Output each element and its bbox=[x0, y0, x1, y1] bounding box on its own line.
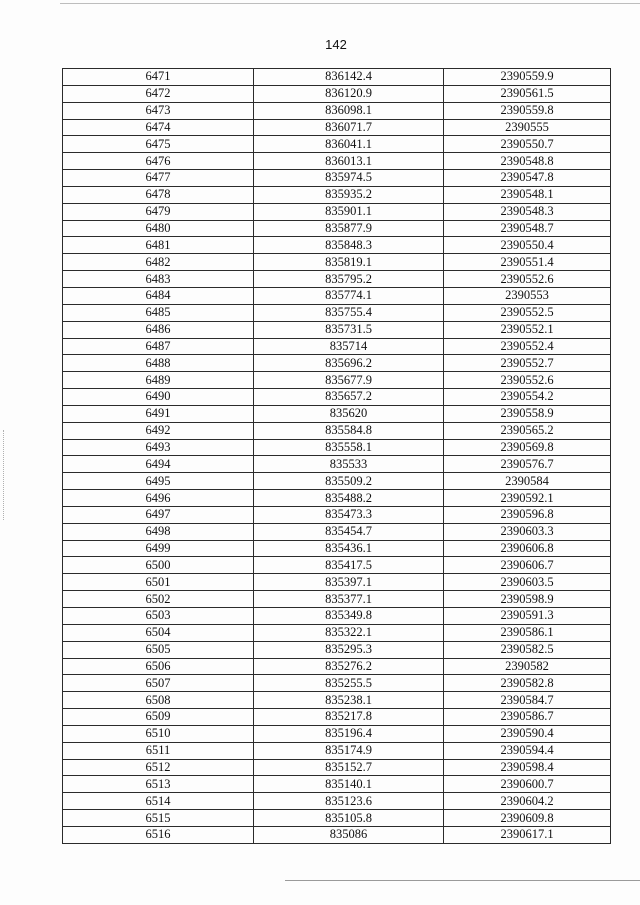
point-number-cell: 6474 bbox=[63, 119, 254, 136]
x-coordinate-cell: 835774.1 bbox=[254, 287, 444, 304]
y-coordinate-cell: 2390565.2 bbox=[444, 422, 611, 439]
y-coordinate-cell: 2390552.6 bbox=[444, 271, 611, 288]
x-coordinate-cell: 835901.1 bbox=[254, 203, 444, 220]
point-number-cell: 6490 bbox=[63, 389, 254, 406]
table-row bbox=[63, 254, 611, 271]
y-coordinate-cell: 2390551.4 bbox=[444, 254, 611, 271]
table-row bbox=[63, 473, 611, 490]
y-coordinate-cell: 2390547.8 bbox=[444, 170, 611, 187]
y-coordinate-cell: 2390569.8 bbox=[444, 439, 611, 456]
y-coordinate-cell: 2390552.6 bbox=[444, 372, 611, 389]
y-coordinate-cell: 2390554.2 bbox=[444, 389, 611, 406]
point-number-cell: 6482 bbox=[63, 254, 254, 271]
y-coordinate-cell: 2390559.9 bbox=[444, 69, 611, 86]
table-row bbox=[63, 186, 611, 203]
scan-edge-line-left bbox=[3, 430, 5, 520]
x-coordinate-cell: 836120.9 bbox=[254, 85, 444, 102]
x-coordinate-cell: 835848.3 bbox=[254, 237, 444, 254]
y-coordinate-cell: 2390594.4 bbox=[444, 742, 611, 759]
table-row bbox=[63, 338, 611, 355]
y-coordinate-cell: 2390592.1 bbox=[444, 490, 611, 507]
point-number-cell: 6485 bbox=[63, 304, 254, 321]
table-row bbox=[63, 826, 611, 843]
y-coordinate-cell: 2390548.1 bbox=[444, 186, 611, 203]
point-number-cell: 6480 bbox=[63, 220, 254, 237]
point-number-cell: 6483 bbox=[63, 271, 254, 288]
x-coordinate-cell: 835795.2 bbox=[254, 271, 444, 288]
table-row bbox=[63, 69, 611, 86]
point-number-cell: 6471 bbox=[63, 69, 254, 86]
table-row bbox=[63, 271, 611, 288]
point-number-cell: 6514 bbox=[63, 793, 254, 810]
y-coordinate-cell: 2390596.8 bbox=[444, 506, 611, 523]
x-coordinate-cell: 835276.2 bbox=[254, 658, 444, 675]
table-row bbox=[63, 540, 611, 557]
table-row bbox=[63, 776, 611, 793]
x-coordinate-cell: 835677.9 bbox=[254, 372, 444, 389]
table-row bbox=[63, 506, 611, 523]
table-row bbox=[63, 422, 611, 439]
table-row bbox=[63, 574, 611, 591]
y-coordinate-cell: 2390552.5 bbox=[444, 304, 611, 321]
table-row bbox=[63, 372, 611, 389]
x-coordinate-cell: 835123.6 bbox=[254, 793, 444, 810]
point-number-cell: 6477 bbox=[63, 170, 254, 187]
table-row bbox=[63, 709, 611, 726]
x-coordinate-cell: 835657.2 bbox=[254, 389, 444, 406]
table-row bbox=[63, 456, 611, 473]
point-number-cell: 6506 bbox=[63, 658, 254, 675]
y-coordinate-cell: 2390553 bbox=[444, 287, 611, 304]
x-coordinate-cell: 836013.1 bbox=[254, 153, 444, 170]
y-coordinate-cell: 2390604.2 bbox=[444, 793, 611, 810]
point-number-cell: 6493 bbox=[63, 439, 254, 456]
table-row bbox=[63, 793, 611, 810]
point-number-cell: 6481 bbox=[63, 237, 254, 254]
point-number-cell: 6487 bbox=[63, 338, 254, 355]
y-coordinate-cell: 2390548.3 bbox=[444, 203, 611, 220]
table-row bbox=[63, 591, 611, 608]
x-coordinate-cell: 835152.7 bbox=[254, 759, 444, 776]
point-number-cell: 6475 bbox=[63, 136, 254, 153]
y-coordinate-cell: 2390552.7 bbox=[444, 355, 611, 372]
x-coordinate-cell: 835349.8 bbox=[254, 608, 444, 625]
point-number-cell: 6505 bbox=[63, 641, 254, 658]
x-coordinate-cell: 835105.8 bbox=[254, 810, 444, 827]
x-coordinate-cell: 835377.1 bbox=[254, 591, 444, 608]
x-coordinate-cell: 835731.5 bbox=[254, 321, 444, 338]
table-row bbox=[63, 692, 611, 709]
x-coordinate-cell: 835935.2 bbox=[254, 186, 444, 203]
point-number-cell: 6511 bbox=[63, 742, 254, 759]
y-coordinate-cell: 2390548.7 bbox=[444, 220, 611, 237]
x-coordinate-cell: 835238.1 bbox=[254, 692, 444, 709]
table-row bbox=[63, 85, 611, 102]
table-row bbox=[63, 237, 611, 254]
scan-edge-line-top bbox=[60, 3, 640, 4]
y-coordinate-cell: 2390586.1 bbox=[444, 624, 611, 641]
table-row bbox=[63, 102, 611, 119]
x-coordinate-cell: 836041.1 bbox=[254, 136, 444, 153]
y-coordinate-cell: 2390561.5 bbox=[444, 85, 611, 102]
y-coordinate-cell: 2390586.7 bbox=[444, 709, 611, 726]
point-number-cell: 6515 bbox=[63, 810, 254, 827]
x-coordinate-cell: 836098.1 bbox=[254, 102, 444, 119]
y-coordinate-cell: 2390582.5 bbox=[444, 641, 611, 658]
y-coordinate-cell: 2390548.8 bbox=[444, 153, 611, 170]
x-coordinate-cell: 835417.5 bbox=[254, 557, 444, 574]
y-coordinate-cell: 2390582 bbox=[444, 658, 611, 675]
coordinates-table bbox=[62, 68, 611, 844]
table-row bbox=[63, 203, 611, 220]
point-number-cell: 6492 bbox=[63, 422, 254, 439]
point-number-cell: 6495 bbox=[63, 473, 254, 490]
y-coordinate-cell: 2390603.5 bbox=[444, 574, 611, 591]
page-number: 142 bbox=[325, 37, 347, 52]
x-coordinate-cell: 835086 bbox=[254, 826, 444, 843]
point-number-cell: 6488 bbox=[63, 355, 254, 372]
x-coordinate-cell: 835397.1 bbox=[254, 574, 444, 591]
x-coordinate-cell: 835295.3 bbox=[254, 641, 444, 658]
x-coordinate-cell: 835696.2 bbox=[254, 355, 444, 372]
point-number-cell: 6504 bbox=[63, 624, 254, 641]
y-coordinate-cell: 2390590.4 bbox=[444, 725, 611, 742]
y-coordinate-cell: 2390598.4 bbox=[444, 759, 611, 776]
table-row bbox=[63, 220, 611, 237]
x-coordinate-cell: 835819.1 bbox=[254, 254, 444, 271]
point-number-cell: 6502 bbox=[63, 591, 254, 608]
x-coordinate-cell: 835255.5 bbox=[254, 675, 444, 692]
x-coordinate-cell: 835436.1 bbox=[254, 540, 444, 557]
x-coordinate-cell: 835473.3 bbox=[254, 506, 444, 523]
y-coordinate-cell: 2390582.8 bbox=[444, 675, 611, 692]
table-row bbox=[63, 405, 611, 422]
table-row bbox=[63, 608, 611, 625]
point-number-cell: 6503 bbox=[63, 608, 254, 625]
table-row bbox=[63, 170, 611, 187]
y-coordinate-cell: 2390550.4 bbox=[444, 237, 611, 254]
y-coordinate-cell: 2390552.1 bbox=[444, 321, 611, 338]
y-coordinate-cell: 2390606.8 bbox=[444, 540, 611, 557]
table-row bbox=[63, 321, 611, 338]
table-row bbox=[63, 523, 611, 540]
x-coordinate-cell: 835584.8 bbox=[254, 422, 444, 439]
point-number-cell: 6494 bbox=[63, 456, 254, 473]
x-coordinate-cell: 835140.1 bbox=[254, 776, 444, 793]
table-row bbox=[63, 153, 611, 170]
x-coordinate-cell: 835877.9 bbox=[254, 220, 444, 237]
point-number-cell: 6473 bbox=[63, 102, 254, 119]
x-coordinate-cell: 835974.5 bbox=[254, 170, 444, 187]
x-coordinate-cell: 835217.8 bbox=[254, 709, 444, 726]
y-coordinate-cell: 2390558.9 bbox=[444, 405, 611, 422]
scan-edge-line-bottom bbox=[285, 880, 640, 881]
x-coordinate-cell: 836071.7 bbox=[254, 119, 444, 136]
point-number-cell: 6507 bbox=[63, 675, 254, 692]
x-coordinate-cell: 835454.7 bbox=[254, 523, 444, 540]
table-row bbox=[63, 304, 611, 321]
point-number-cell: 6513 bbox=[63, 776, 254, 793]
point-number-cell: 6476 bbox=[63, 153, 254, 170]
table-row bbox=[63, 759, 611, 776]
table-row bbox=[63, 490, 611, 507]
y-coordinate-cell: 2390584.7 bbox=[444, 692, 611, 709]
y-coordinate-cell: 2390559.8 bbox=[444, 102, 611, 119]
x-coordinate-cell: 836142.4 bbox=[254, 69, 444, 86]
table-row bbox=[63, 287, 611, 304]
y-coordinate-cell: 2390555 bbox=[444, 119, 611, 136]
x-coordinate-cell: 835509.2 bbox=[254, 473, 444, 490]
x-coordinate-cell: 835322.1 bbox=[254, 624, 444, 641]
point-number-cell: 6489 bbox=[63, 372, 254, 389]
table-row bbox=[63, 658, 611, 675]
table-row bbox=[63, 810, 611, 827]
point-number-cell: 6498 bbox=[63, 523, 254, 540]
point-number-cell: 6509 bbox=[63, 709, 254, 726]
table-row bbox=[63, 136, 611, 153]
x-coordinate-cell: 835533 bbox=[254, 456, 444, 473]
point-number-cell: 6484 bbox=[63, 287, 254, 304]
point-number-cell: 6479 bbox=[63, 203, 254, 220]
y-coordinate-cell: 2390609.8 bbox=[444, 810, 611, 827]
point-number-cell: 6516 bbox=[63, 826, 254, 843]
y-coordinate-cell: 2390598.9 bbox=[444, 591, 611, 608]
point-number-cell: 6486 bbox=[63, 321, 254, 338]
y-coordinate-cell: 2390584 bbox=[444, 473, 611, 490]
point-number-cell: 6496 bbox=[63, 490, 254, 507]
x-coordinate-cell: 835714 bbox=[254, 338, 444, 355]
point-number-cell: 6501 bbox=[63, 574, 254, 591]
point-number-cell: 6512 bbox=[63, 759, 254, 776]
y-coordinate-cell: 2390606.7 bbox=[444, 557, 611, 574]
x-coordinate-cell: 835174.9 bbox=[254, 742, 444, 759]
coordinates-table-body bbox=[63, 69, 611, 844]
x-coordinate-cell: 835488.2 bbox=[254, 490, 444, 507]
y-coordinate-cell: 2390600.7 bbox=[444, 776, 611, 793]
x-coordinate-cell: 835755.4 bbox=[254, 304, 444, 321]
point-number-cell: 6508 bbox=[63, 692, 254, 709]
x-coordinate-cell: 835620 bbox=[254, 405, 444, 422]
table-row bbox=[63, 439, 611, 456]
point-number-cell: 6499 bbox=[63, 540, 254, 557]
y-coordinate-cell: 2390617.1 bbox=[444, 826, 611, 843]
point-number-cell: 6472 bbox=[63, 85, 254, 102]
table-row bbox=[63, 725, 611, 742]
table-row bbox=[63, 641, 611, 658]
y-coordinate-cell: 2390552.4 bbox=[444, 338, 611, 355]
y-coordinate-cell: 2390591.3 bbox=[444, 608, 611, 625]
y-coordinate-cell: 2390576.7 bbox=[444, 456, 611, 473]
table-row bbox=[63, 557, 611, 574]
point-number-cell: 6497 bbox=[63, 506, 254, 523]
x-coordinate-cell: 835558.1 bbox=[254, 439, 444, 456]
table-row bbox=[63, 675, 611, 692]
x-coordinate-cell: 835196.4 bbox=[254, 725, 444, 742]
point-number-cell: 6510 bbox=[63, 725, 254, 742]
table-row bbox=[63, 389, 611, 406]
point-number-cell: 6500 bbox=[63, 557, 254, 574]
table-row bbox=[63, 742, 611, 759]
table-row bbox=[63, 119, 611, 136]
y-coordinate-cell: 2390550.7 bbox=[444, 136, 611, 153]
point-number-cell: 6478 bbox=[63, 186, 254, 203]
y-coordinate-cell: 2390603.3 bbox=[444, 523, 611, 540]
table-row bbox=[63, 624, 611, 641]
point-number-cell: 6491 bbox=[63, 405, 254, 422]
table-row bbox=[63, 355, 611, 372]
